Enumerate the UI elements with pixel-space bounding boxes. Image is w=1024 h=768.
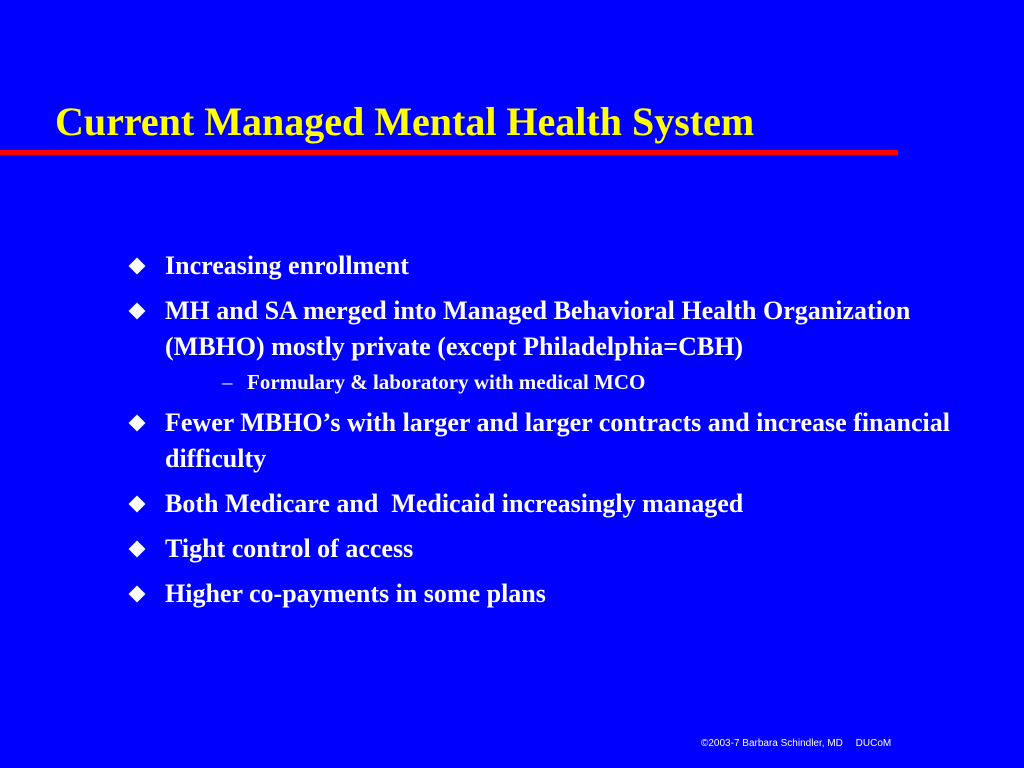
sub-bullet-list [165, 368, 968, 396]
bullet-text: Both Medicare and Medicaid increasingly managed [165, 489, 744, 518]
bullet-item [128, 248, 968, 284]
bullet-item [128, 405, 968, 477]
bullet-item [128, 576, 968, 612]
bullet-text: Fewer MBHO’s with larger and larger contracts and increase financial difficulty [165, 408, 950, 473]
bullet-list [128, 248, 968, 621]
footer-org: DUCoM [855, 738, 892, 749]
bullet-item [128, 293, 968, 396]
footer [701, 738, 891, 749]
diamond-bullet-icon [129, 258, 146, 275]
diamond-bullet-icon [129, 541, 146, 558]
footer-copyright: ©2003-7 Barbara Schindler, MD [701, 738, 843, 749]
slide-title: Current Managed Mental Health System [55, 99, 755, 144]
diamond-bullet-icon [129, 415, 146, 432]
bullet-item [128, 486, 968, 522]
diamond-bullet-icon [129, 496, 146, 513]
bullet-text: Higher co-payments in some plans [165, 579, 546, 608]
bullet-text: MH and SA merged into Managed Behavioral Health Organization (MBHO) mostly private (except Philadelphia=CBH) [165, 296, 911, 361]
diamond-bullet-icon [129, 303, 146, 320]
sub-bullet-text: Formulary & laboratory with medical MCO [247, 370, 646, 394]
bullet-item [128, 531, 968, 567]
title-underline-rule [0, 150, 898, 155]
bullet-text: Tight control of access [165, 534, 414, 563]
diamond-bullet-icon [129, 586, 146, 603]
bullet-text: Increasing enrollment [165, 251, 409, 280]
dash-bullet-icon: – [222, 370, 233, 394]
sub-bullet-item [210, 368, 968, 396]
